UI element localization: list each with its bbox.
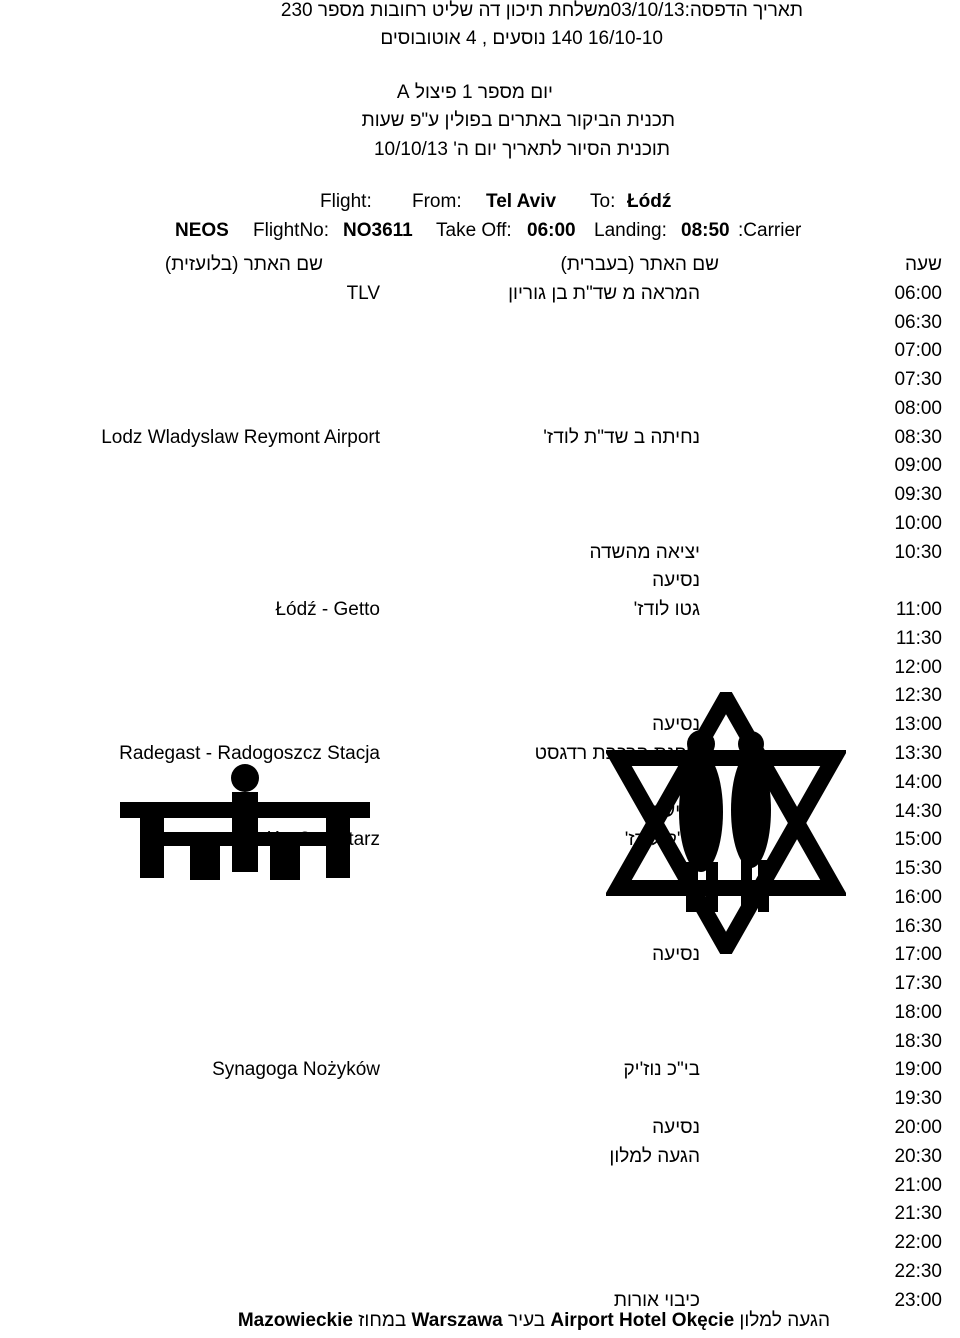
table-row — [0, 1114, 960, 1143]
table-row — [0, 941, 960, 970]
row-time: 20:30 — [894, 1145, 942, 1167]
row-time: 09:00 — [894, 455, 942, 477]
header-hebrew: שם האתר (בעברית) — [560, 254, 719, 275]
row-time: 10:30 — [894, 541, 942, 563]
row-time: 12:30 — [894, 685, 942, 707]
table-row — [0, 1143, 960, 1172]
visit-plan-title: תכנית הביקור באתרים בפולין ע"פ שעות — [361, 110, 675, 131]
table-row — [0, 1172, 960, 1201]
row-time: 07:00 — [894, 340, 942, 362]
header-line-2 — [0, 28, 960, 54]
table-row — [0, 424, 960, 453]
table-row — [0, 481, 960, 510]
row-time: 15:00 — [894, 829, 942, 851]
print-date-title: תאריך הדפסה:03/10/13משלחת תיכון דה שליט רחובות מספר 230 — [280, 0, 803, 21]
row-time: 15:30 — [894, 858, 942, 880]
day-number: יום מספר 1 פיצול A — [396, 82, 553, 103]
tour-plan-date: תוכנית הסיור לתאריך יום ה' 10/10/13 — [373, 139, 670, 160]
row-time: 14:00 — [894, 771, 942, 793]
row-time: 21:30 — [894, 1203, 942, 1225]
row-time: 21:00 — [894, 1174, 942, 1196]
row-site-hebrew: נסיעה — [652, 800, 700, 822]
table-body — [0, 280, 960, 1316]
carrier-value: NEOS — [175, 220, 229, 241]
table-row — [0, 913, 960, 942]
row-time: 11:00 — [895, 599, 942, 621]
header-line-1 — [0, 0, 960, 26]
row-site-hebrew: נסיעה — [652, 570, 700, 592]
row-site-hebrew: יציאה מהשדה — [589, 541, 700, 563]
table-row — [0, 855, 960, 884]
table-row — [0, 826, 960, 855]
row-site-foreign: Radegast - Radogoszcz Stacja — [119, 743, 380, 765]
row-site-foreign: Łódź - Getto — [275, 599, 380, 621]
table-row — [0, 740, 960, 769]
row-time: 08:00 — [894, 397, 942, 419]
row-site-foreign: Łódź - Cmentarz — [239, 829, 380, 851]
takeoff-value: 06:00 — [527, 220, 576, 241]
footer-hotel-line — [0, 1310, 960, 1338]
from-value: Tel Aviv — [486, 191, 557, 212]
row-time: 16:00 — [894, 886, 942, 908]
table-row — [0, 654, 960, 683]
row-site-foreign: TLV — [346, 282, 380, 304]
row-time: 19:30 — [894, 1088, 942, 1110]
row-time: 13:00 — [894, 714, 942, 736]
carrier-label: :Carrier — [738, 220, 802, 241]
table-row — [0, 1200, 960, 1229]
row-site-foreign: Synagoga Nożyków — [212, 1059, 380, 1081]
dates-passengers: 16/10-10 140 נוסעים , 4 אוטובוסים — [380, 28, 663, 49]
row-site-hebrew: כיבוי אורות — [613, 1289, 700, 1311]
row-time: 22:00 — [894, 1232, 942, 1254]
footer-city: Warszawa — [411, 1310, 503, 1331]
takeoff-label: Take Off: — [436, 220, 512, 241]
row-time: 13:30 — [894, 743, 942, 765]
row-time: 20:00 — [894, 1116, 942, 1138]
table-row — [0, 539, 960, 568]
row-time: 17:30 — [894, 973, 942, 995]
row-time: 10:00 — [894, 512, 942, 534]
from-label: From: — [412, 191, 462, 212]
table-row — [0, 337, 960, 366]
row-site-hebrew: בי"כ נוז'יק — [623, 1059, 700, 1081]
row-site-hebrew: תחנת הרכבת רדגסט — [534, 743, 700, 765]
table-row — [0, 452, 960, 481]
row-time: 23:00 — [894, 1289, 942, 1311]
row-time: 12:00 — [894, 656, 942, 678]
row-time: 18:30 — [894, 1030, 942, 1052]
landing-value: 08:50 — [681, 220, 730, 241]
table-row — [0, 1229, 960, 1258]
header-time: שעה — [905, 254, 942, 275]
row-site-foreign: Lodz Wladyslaw Reymont Airport — [101, 426, 380, 448]
row-site-hebrew: נסיעה — [652, 714, 700, 736]
footer-city-label: בעיר — [508, 1310, 546, 1331]
table-header-row — [0, 251, 960, 280]
table-row — [0, 280, 960, 309]
flight-info-line — [0, 191, 960, 217]
table-row — [0, 1085, 960, 1114]
footer-text — [238, 1310, 830, 1332]
header-line-4 — [0, 110, 960, 136]
row-site-hebrew: נסיעה — [652, 1116, 700, 1138]
landing-label: Landing: — [594, 220, 667, 241]
schedule-table — [0, 251, 960, 1315]
row-time: 07:30 — [894, 369, 942, 391]
table-row — [0, 682, 960, 711]
table-row — [0, 711, 960, 740]
row-time: 06:30 — [894, 311, 942, 333]
row-site-hebrew: הגעה למלון — [609, 1145, 700, 1167]
row-time: 16:30 — [894, 915, 942, 937]
row-time: 06:00 — [894, 282, 942, 304]
row-site-hebrew: בי"ק לודז' — [624, 829, 700, 851]
row-time: 14:30 — [894, 800, 942, 822]
flightno-label: FlightNo: — [253, 220, 330, 241]
table-row — [0, 1258, 960, 1287]
header-foreign: שם האתר (בלועזית) — [164, 254, 323, 275]
table-row — [0, 309, 960, 338]
flight-label: Flight: — [320, 191, 372, 212]
table-row — [0, 625, 960, 654]
row-time: 09:30 — [894, 484, 942, 506]
flightno-value: NO3611 — [343, 220, 413, 241]
row-time: 17:00 — [894, 944, 942, 966]
row-site-hebrew: גטו לודז' — [633, 599, 700, 621]
table-row — [0, 510, 960, 539]
footer-district: Mazowieckie — [237, 1310, 353, 1331]
footer-hotel: Airport Hotel Okęcie — [550, 1310, 735, 1331]
table-row — [0, 884, 960, 913]
table-row — [0, 1028, 960, 1057]
row-time: 11:30 — [895, 627, 942, 649]
to-value: Łódź — [627, 191, 672, 212]
table-row — [0, 999, 960, 1028]
row-site-hebrew: המראה מ שד"ת בן גוריון — [508, 282, 700, 304]
row-time: 19:00 — [894, 1059, 942, 1081]
row-time: 22:30 — [894, 1260, 942, 1282]
row-site-hebrew: נחיתה ב שד"ת לודז' — [543, 426, 700, 448]
to-label: To: — [590, 191, 616, 212]
table-row — [0, 970, 960, 999]
table-row — [0, 366, 960, 395]
header-line-3 — [0, 82, 960, 108]
table-row — [0, 1056, 960, 1085]
table-row — [0, 395, 960, 424]
footer-prefix: הגעה למלון — [739, 1310, 830, 1331]
row-time: 08:30 — [894, 426, 942, 448]
carrier-info-line — [0, 220, 960, 246]
row-time: 18:00 — [894, 1001, 942, 1023]
table-row — [0, 567, 960, 596]
table-row — [0, 596, 960, 625]
footer-district-label: במחוז — [358, 1310, 407, 1331]
table-row — [0, 798, 960, 827]
row-site-hebrew: נסיעה — [652, 944, 700, 966]
header-line-5 — [0, 139, 960, 165]
table-row — [0, 769, 960, 798]
